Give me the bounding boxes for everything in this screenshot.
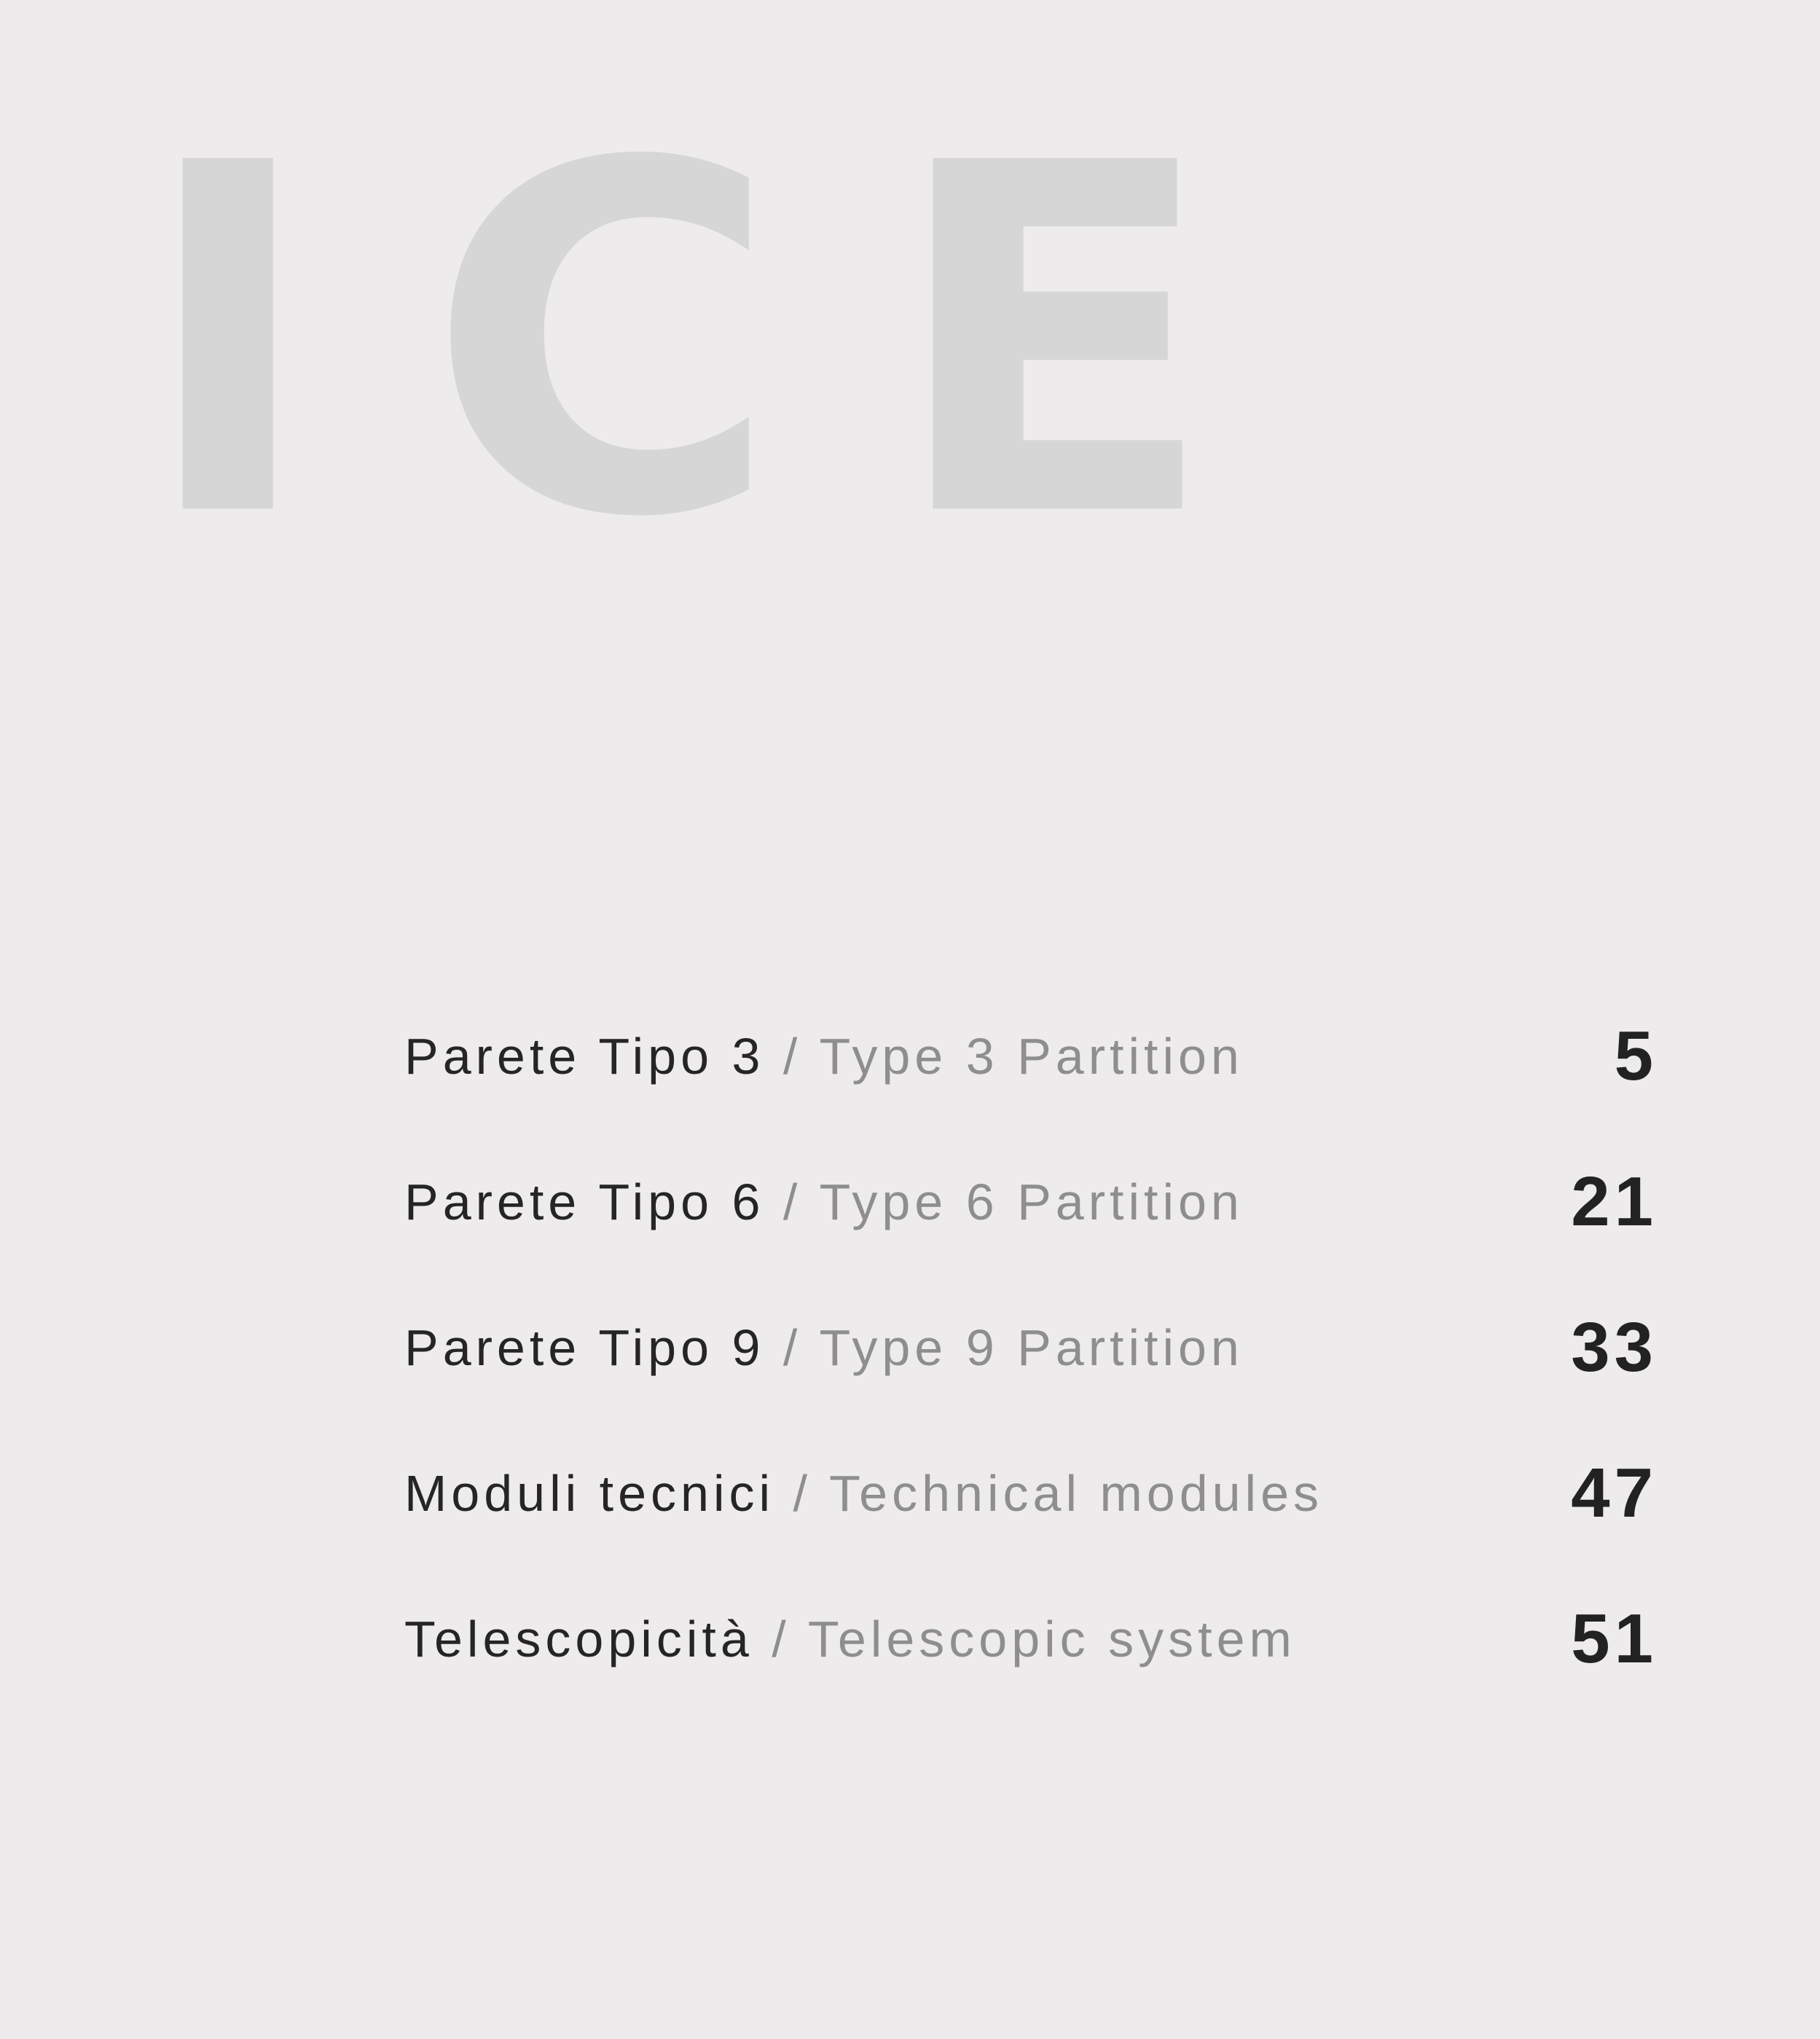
toc-entry-english: Type 9 Partition	[819, 1319, 1244, 1376]
toc-page-number: 5	[1614, 1017, 1658, 1095]
toc-entry-english: Telescopic system	[807, 1611, 1296, 1667]
toc-entry-separator: /	[753, 1611, 808, 1667]
toc-row-technical-modules[interactable]	[404, 1439, 1658, 1584]
toc-page-number: 51	[1571, 1600, 1658, 1678]
toc-entry-separator: /	[764, 1319, 820, 1376]
toc-entry-italian: Parete Tipo 9	[404, 1319, 765, 1376]
toc-entry-label	[404, 1584, 1296, 1694]
toc-entry-label	[404, 1439, 1323, 1548]
toc-entry-separator: /	[764, 1174, 820, 1230]
toc-page-number: 21	[1571, 1163, 1658, 1241]
toc-entry-english: Technical modules	[829, 1465, 1324, 1522]
toc-entry-separator: /	[764, 1028, 820, 1085]
toc-entry-label	[404, 1293, 1244, 1402]
toc-entry-italian: Moduli tecnici	[404, 1465, 775, 1522]
table-of-contents	[404, 1002, 1658, 1730]
toc-row-type-6[interactable]	[404, 1147, 1658, 1293]
toc-row-telescopic-system[interactable]	[404, 1584, 1658, 1730]
toc-row-type-9[interactable]	[404, 1293, 1658, 1439]
toc-entry-label	[404, 1147, 1244, 1257]
toc-entry-italian: Parete Tipo 6	[404, 1174, 765, 1230]
toc-entry-separator: /	[774, 1465, 830, 1522]
toc-page-number: 47	[1571, 1454, 1658, 1532]
toc-page-number: 33	[1571, 1308, 1658, 1386]
toc-entry-italian: Parete Tipo 3	[404, 1028, 765, 1085]
toc-entry-english: Type 6 Partition	[819, 1174, 1244, 1230]
toc-entry-italian: Telescopicità	[404, 1611, 753, 1667]
toc-entry-english: Type 3 Partition	[819, 1028, 1244, 1085]
toc-row-type-3[interactable]	[404, 1002, 1658, 1147]
toc-entry-label	[404, 1002, 1244, 1111]
page-title: ICE	[138, 62, 1327, 622]
